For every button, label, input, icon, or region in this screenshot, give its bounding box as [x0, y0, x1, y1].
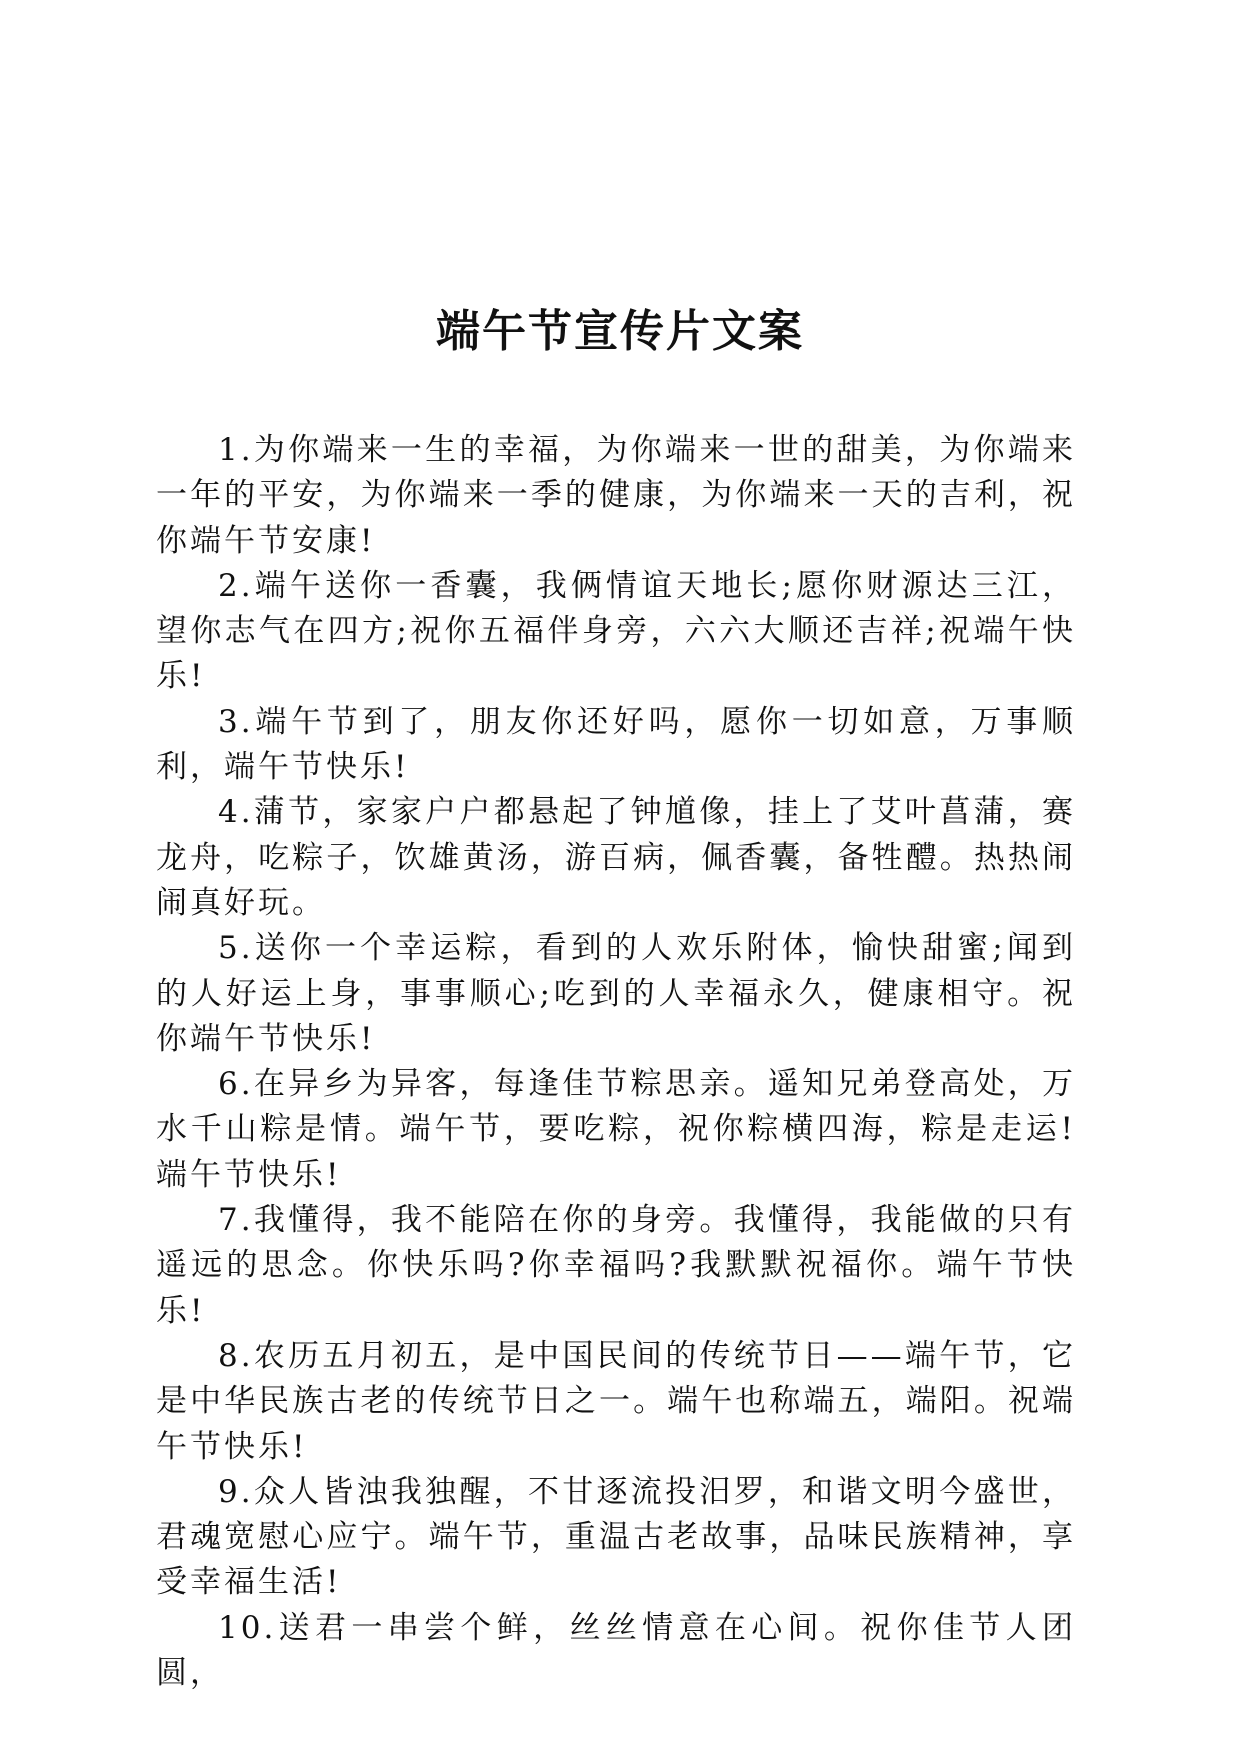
paragraph-2: 2.端午送你一香囊，我俩情谊天地长;愿你财源达三江，望你志气在四方;祝你五福伴身旁，六六大顺还吉祥;祝端午快乐!	[156, 567, 1076, 695]
paragraph-4: 4.蒲节，家家户户都悬起了钟馗像，挂上了艾叶菖蒲，赛龙舟，吃粽子，饮雄黄汤，游百病，佩香囊，备牲醴。热热闹闹真好玩。	[156, 794, 1076, 921]
paragraph-7: 7.我懂得，我不能陪在你的身旁。我懂得，我能做的只有遥远的思念。你快乐吗?你幸福吗?我默默祝福你。端午节快乐!	[156, 1202, 1076, 1329]
paragraph-6: 6.在异乡为异客，每逢佳节粽思亲。遥知兄弟登高处，万水千山粽是情。端午节，要吃粽，祝你粽横四海，粽是走运!端午节快乐!	[156, 1066, 1076, 1193]
paragraph-10: 10.送君一串尝个鲜，丝丝情意在心间。祝你佳节人团圆，	[156, 1609, 1076, 1692]
paragraph-9: 9.众人皆浊我独醒，不甘逐流投汨罗，和谐文明今盛世，君魂宽慰心应宁。端午节，重温古老故事，品味民族精神，享受幸福生活!	[156, 1473, 1076, 1601]
document-body	[156, 428, 1076, 1696]
paragraph-3: 3.端午节到了，朋友你还好吗，愿你一切如意，万事顺利，端午节快乐!	[156, 703, 1076, 786]
page-title: 端午节宣传片文案	[436, 306, 804, 357]
paragraph-8: 8.农历五月初五，是中国民间的传统节日——端午节，它是中华民族古老的传统节日之一。端午也称端五，端阳。祝端午节快乐!	[156, 1337, 1076, 1465]
paragraph-5: 5.送你一个幸运粽，看到的人欢乐附体，愉快甜蜜;闻到的人好运上身，事事顺心;吃到的人幸福永久，健康相守。祝你端午节快乐!	[156, 930, 1076, 1057]
paragraph-1: 1.为你端来一生的幸福，为你端来一世的甜美，为你端来一年的平安，为你端来一季的健康，为你端来一天的吉利，祝你端午节安康!	[156, 432, 1076, 559]
